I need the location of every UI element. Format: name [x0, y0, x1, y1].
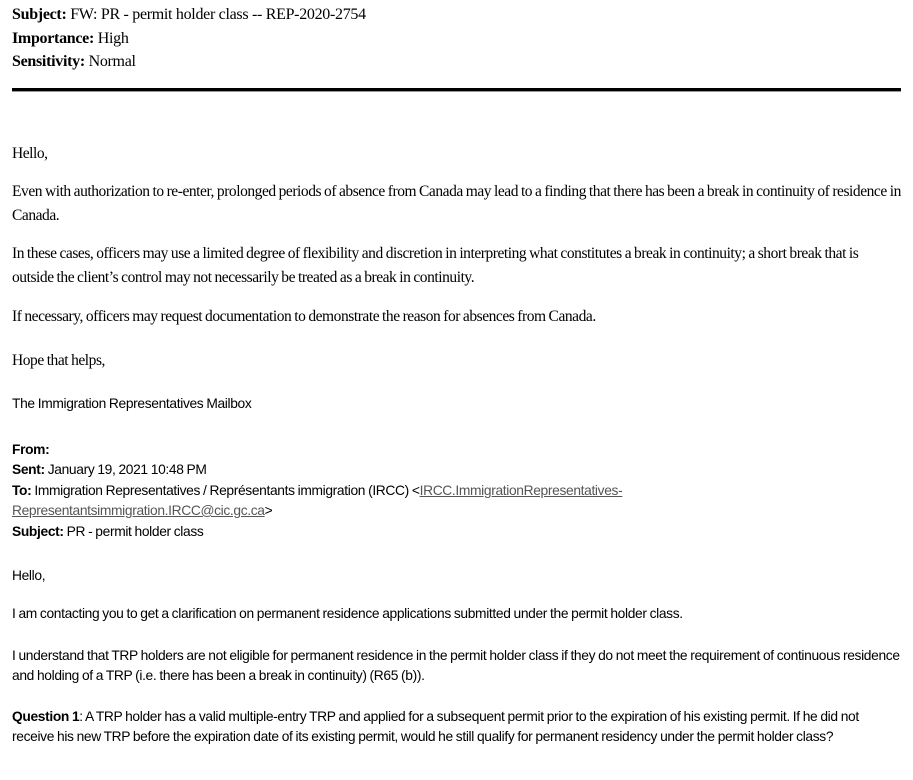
reply-greeting: Hello,	[12, 145, 48, 162]
header-importance-label: Importance:	[12, 30, 95, 47]
header-sensitivity-value: Normal	[88, 53, 136, 70]
original-from-label: From:	[12, 442, 50, 457]
header-subject	[12, 3, 366, 27]
original-to-email-link[interactable]: IRCC.ImmigrationRepresentatives-Representantsimmigration.IRCC@cic.gc.ca	[12, 483, 623, 518]
header-importance-value: High	[97, 30, 129, 47]
header-subject-label: Subject:	[12, 6, 67, 23]
question-1-text: : A TRP holder has a valid multiple-entry TRP and applied for a subsequent permit prior to the expiration of his existing permit. If he did not receive his new TRP before the expiration date of its existing permit, would he still qualify for permanent residency under the permit holder class?	[12, 709, 859, 744]
header-sensitivity-label: Sensitivity:	[12, 53, 85, 70]
original-question-1	[12, 707, 902, 747]
reply-closing: Hope that helps,	[12, 352, 105, 369]
original-sent	[12, 460, 902, 480]
original-greeting: Hello,	[12, 568, 46, 583]
reply-paragraph: Even with authorization to re-enter, prolonged periods of absence from Canada may lead to a finding that there has been a break in continuity of residence in Canada.	[12, 183, 901, 224]
question-1-label: Question 1	[12, 709, 80, 724]
original-subject-value: PR - permit holder class	[66, 524, 204, 539]
header-sensitivity	[12, 50, 136, 74]
original-paragraph: I am contacting you to get a clarification on permanent residence applications submitted under the permit holder class.	[12, 606, 683, 621]
original-to-value: Immigration Representatives / Représentants immigration (IRCC) <	[34, 483, 420, 498]
original-subject	[12, 522, 902, 542]
original-to-suffix: >	[264, 503, 273, 518]
original-to	[12, 481, 772, 521]
header-subject-value: FW: PR - permit holder class -- REP-2020-2754	[70, 6, 366, 23]
original-to-label: To:	[12, 483, 32, 498]
original-sent-label: Sent:	[12, 462, 45, 477]
original-paragraph: I understand that TRP holders are not eligible for permanent residence in the permit holder class if they do not meet the requirement of continuous residence and holding of a TRP (i.e. there has been a break in continuity) (R65 (b)).	[12, 648, 900, 683]
header-importance	[12, 27, 129, 51]
original-subject-label: Subject:	[12, 524, 64, 539]
original-sent-value: January 19, 2021 10:48 PM	[47, 462, 207, 477]
reply-paragraph: If necessary, officers may request documentation to demonstrate the reason for absences from Canada.	[12, 308, 596, 325]
header-divider	[12, 88, 901, 92]
reply-paragraph: In these cases, officers may use a limited degree of flexibility and discretion in interpreting what constitutes a break in continuity; a short break that is outside the client’s control may not necessarily be treated as a break in continuity.	[12, 245, 859, 286]
original-from	[12, 440, 902, 460]
reply-signature: The Immigration Representatives Mailbox	[12, 396, 252, 411]
